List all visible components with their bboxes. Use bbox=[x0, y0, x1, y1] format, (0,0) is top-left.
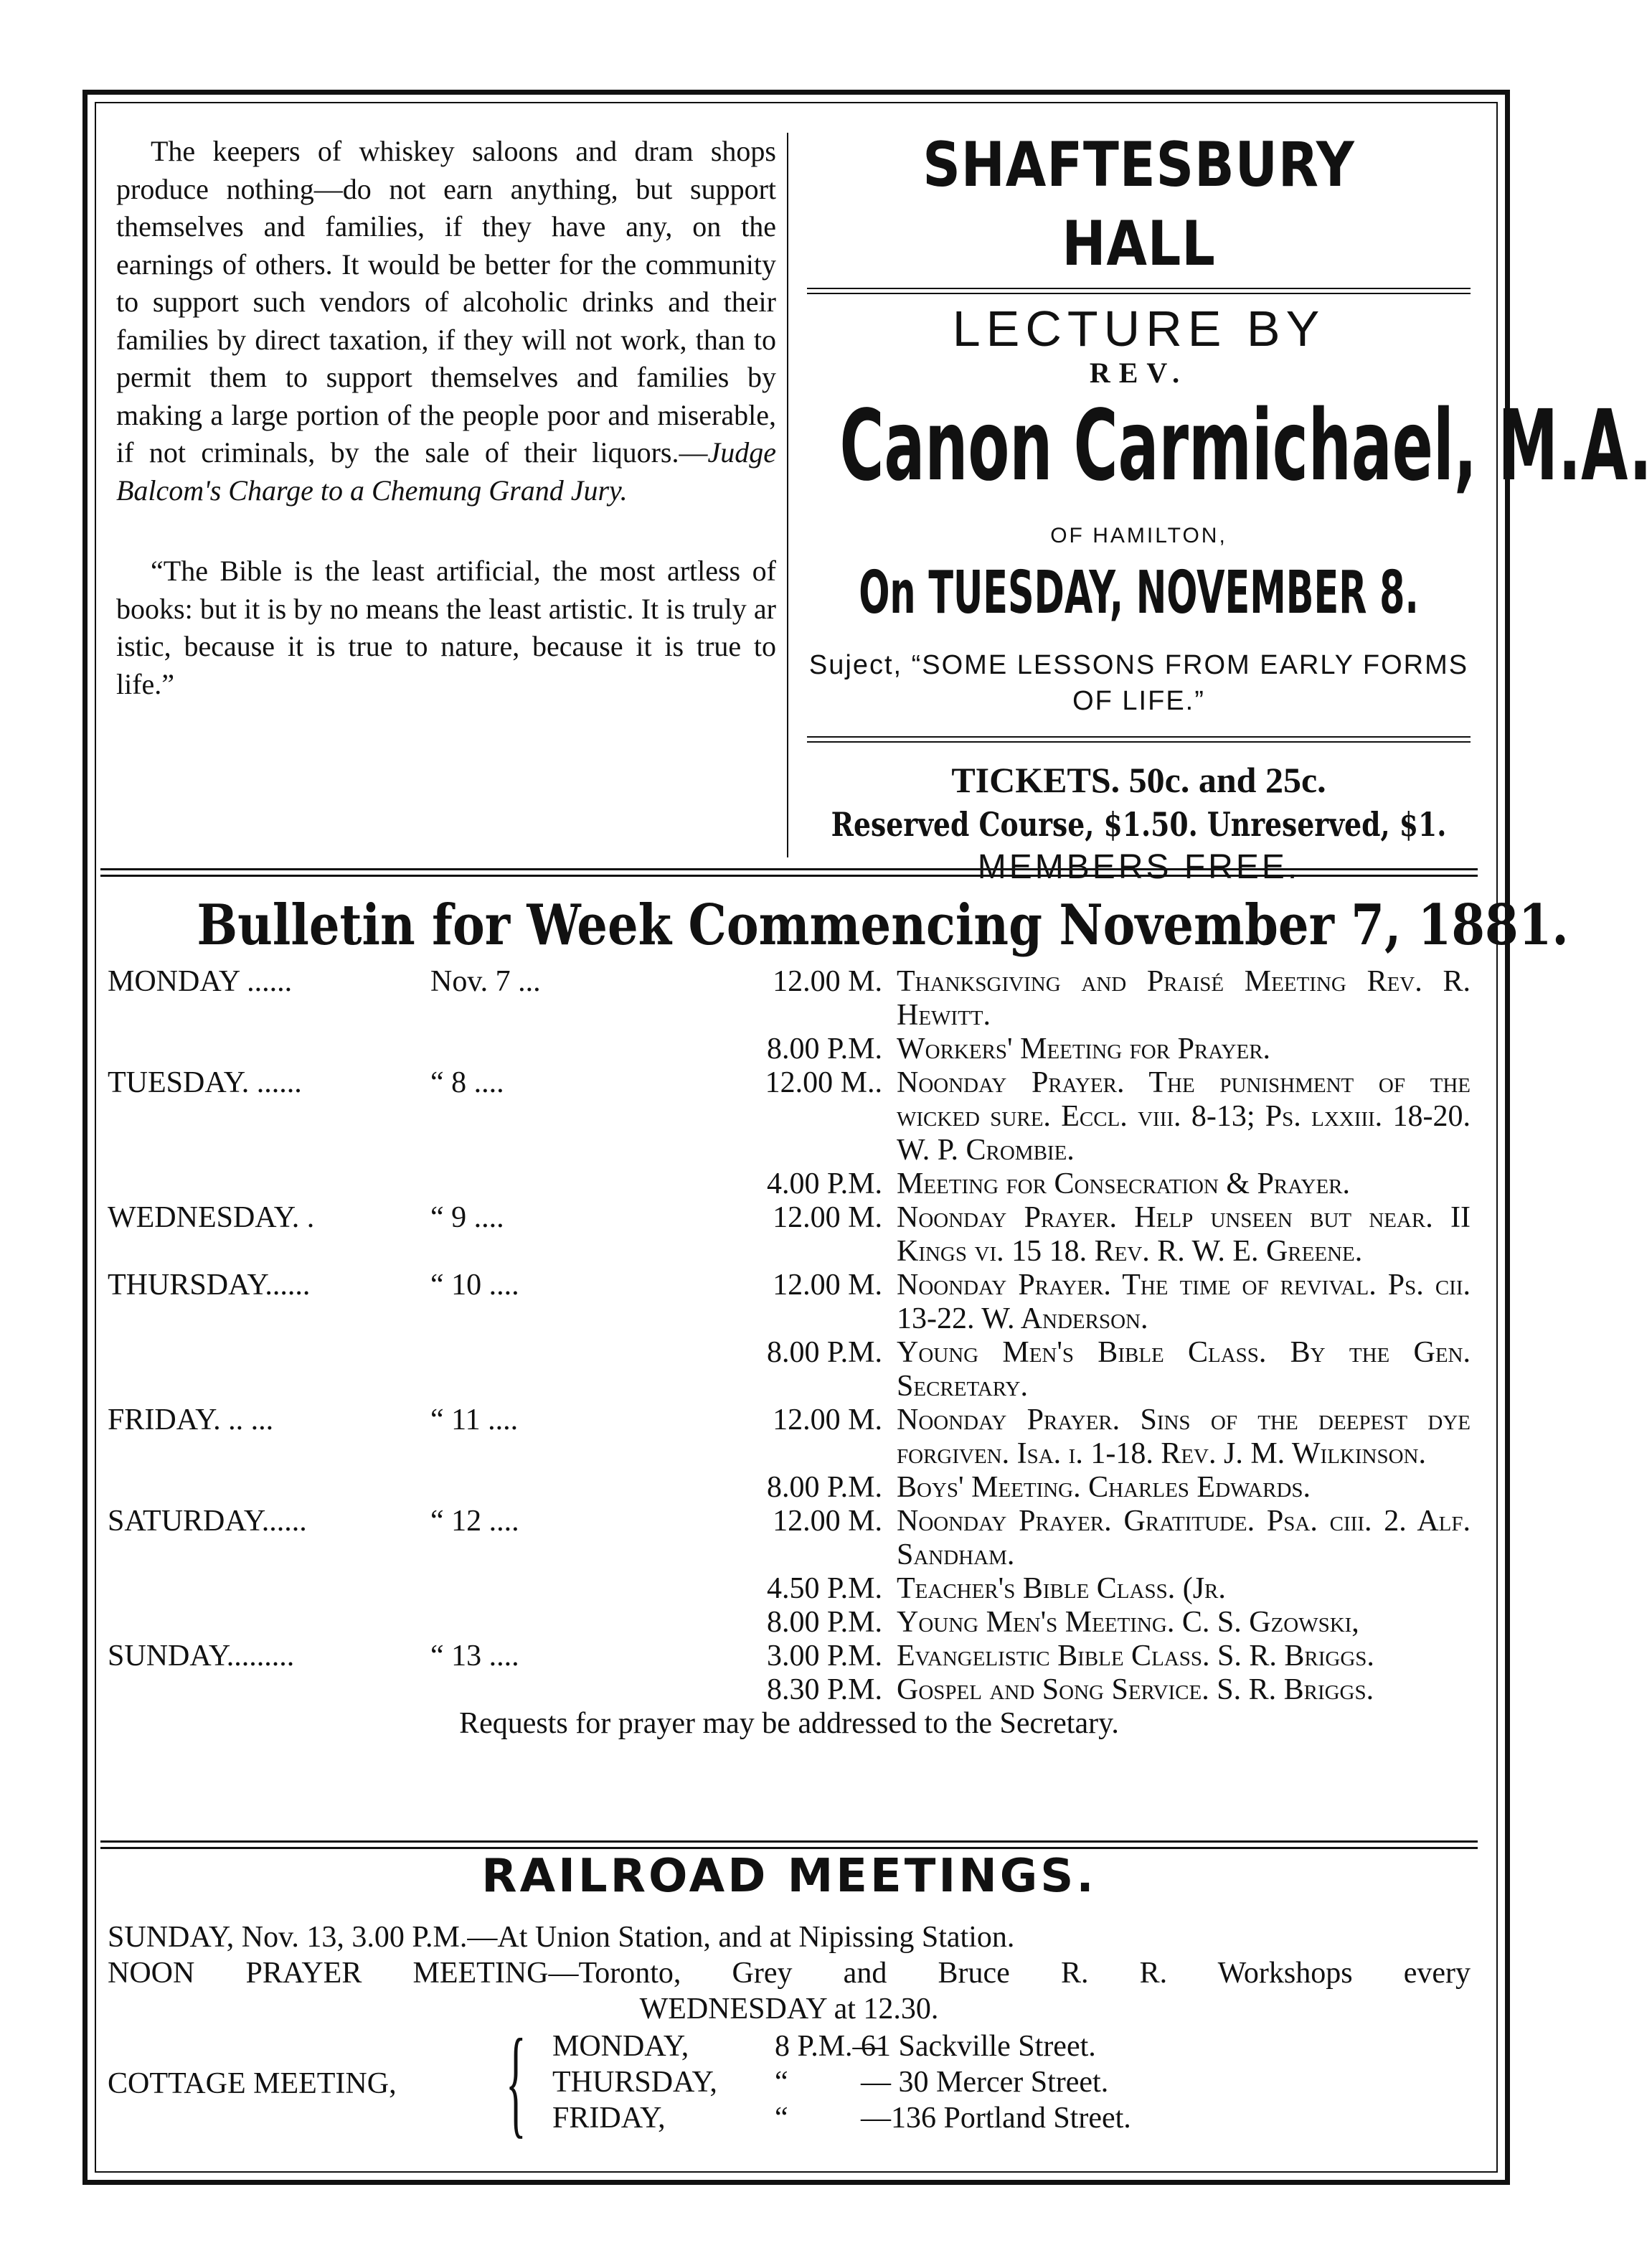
divider bbox=[807, 288, 1471, 294]
members-free: MEMBERS FREE. bbox=[977, 848, 1301, 886]
lecturer-name: Canon Carmichael, M.A. bbox=[839, 390, 1652, 503]
day: TUESDAY. ...... bbox=[108, 1066, 302, 1099]
lecture-subject: Suject, “SOME LESSONS FROM EARLY FORMS OF LIFE.” bbox=[808, 650, 1469, 716]
schedule-row bbox=[108, 1403, 1471, 1471]
schedule-row bbox=[108, 1269, 1471, 1336]
quote-bible: “The Bible is the least artificial, the most artless of books: but it is by no means the least artistic. It is truly ar istic, because it is true to nature, because it is true to life.” bbox=[116, 555, 776, 700]
time: 3.00 P.M. bbox=[766, 1640, 882, 1673]
hall-title: SHAFTESBURY HALL bbox=[922, 129, 1355, 280]
prayer-requests-note: Requests for prayer may be addressed to the Secretary. bbox=[459, 1707, 1119, 1740]
schedule-row bbox=[108, 1471, 1471, 1505]
section-divider bbox=[100, 868, 1478, 877]
schedule-row bbox=[108, 1167, 1471, 1201]
noon-prayer-day: WEDNESDAY at 12.30. bbox=[639, 1993, 939, 2026]
lecture-date: On TUESDAY, NOVEMBER 8. bbox=[859, 559, 1419, 627]
schedule-row bbox=[108, 1606, 1471, 1640]
day: WEDNESDAY. . bbox=[108, 1201, 315, 1234]
date: “ 10 .... bbox=[430, 1269, 519, 1302]
quotes-column bbox=[116, 133, 776, 703]
time: 8.00 P.M. bbox=[766, 1336, 882, 1369]
railroad-title: RAILROAD MEETINGS. bbox=[481, 1850, 1097, 1903]
time: 8.00 P.M. bbox=[766, 1606, 882, 1639]
schedule-row bbox=[108, 1066, 1471, 1167]
time: 12.00 M. bbox=[773, 1403, 882, 1436]
time: 12.00 M. bbox=[773, 965, 882, 998]
event: Teacher's Bible Class. (Jr. bbox=[897, 1572, 1226, 1605]
lecture-advert bbox=[800, 126, 1652, 889]
day: SATURDAY...... bbox=[108, 1505, 307, 1538]
schedule-row bbox=[108, 1673, 1471, 1707]
time: 4.50 P.M. bbox=[766, 1572, 882, 1605]
event: Workers' Meeting for Prayer. bbox=[897, 1033, 1271, 1066]
time: 8.30 P.M. bbox=[766, 1673, 882, 1706]
date: “ 8 .... bbox=[430, 1066, 504, 1099]
schedule-row bbox=[108, 1336, 1471, 1403]
event: Noonday Prayer. The punishment of the wicked sure. Eccl. viii. 8-13; Ps. lxxiii. 18-20. W. P. Crombie. bbox=[897, 1066, 1471, 1167]
schedule-row bbox=[108, 1640, 1471, 1673]
schedule-row bbox=[108, 965, 1471, 1033]
event: Young Men's Meeting. C. S. Gzowski, bbox=[897, 1606, 1359, 1639]
event: Noonday Prayer. The time of revival. Ps. cii. 13-22. W. Anderson. bbox=[897, 1269, 1471, 1335]
event: Meeting for Consecration & Prayer. bbox=[897, 1167, 1351, 1200]
sunday-meeting: SUNDAY, Nov. 13, 3.00 P.M.—At Union Station, and at Nipissing Station. bbox=[108, 1921, 1015, 1954]
event: Thanksgiving and Praisé Meeting Rev. R. Hewitt. bbox=[897, 965, 1471, 1032]
time: 12.00 M. bbox=[773, 1201, 882, 1234]
railroad-meetings bbox=[108, 1919, 1471, 2149]
event: Noonday Prayer. Gratitude. Psa. ciii. 2. Alf. Sandham. bbox=[897, 1505, 1471, 1571]
schedule-row bbox=[108, 1201, 1471, 1269]
lecturer-origin: OF HAMILTON, bbox=[1050, 524, 1227, 547]
schedule-row bbox=[108, 1505, 1471, 1572]
date: “ 13 .... bbox=[430, 1640, 519, 1673]
date: Nov. 7 ... bbox=[430, 965, 541, 998]
quote-attribution: Judge Balcom's Charge to a Chemung Grand Jury. bbox=[116, 436, 776, 507]
time: 12.00 M. bbox=[773, 1269, 882, 1302]
top-section bbox=[100, 118, 1652, 886]
lecture-by: LECTURE BY bbox=[952, 301, 1326, 357]
date: “ 11 .... bbox=[430, 1403, 519, 1436]
ticket-prices: TICKETS. 50c. and 25c. bbox=[951, 760, 1326, 800]
event: Boys' Meeting. Charles Edwards. bbox=[897, 1471, 1311, 1504]
time: 8.00 P.M. bbox=[766, 1033, 882, 1066]
rev-label: REV. bbox=[1089, 357, 1189, 389]
day: MONDAY ...... bbox=[108, 965, 293, 998]
event: Evangelistic Bible Class. S. R. Briggs. bbox=[897, 1640, 1374, 1673]
day: SUNDAY......... bbox=[108, 1640, 295, 1673]
divider bbox=[807, 736, 1471, 743]
cottage-meetings: COTTAGE MEETING, { MONDAY, 8 P.M.— 61 Sackville Street. THURSDAY, “ — 30 Mercer Street. FRIDAY, “ —136 Portland Street. bbox=[108, 2014, 1131, 2149]
event: Gospel and Song Service. S. R. Briggs. bbox=[897, 1673, 1374, 1706]
time: 12.00 M.. bbox=[765, 1066, 882, 1099]
schedule-row bbox=[108, 1033, 1471, 1066]
day: THURSDAY...... bbox=[108, 1269, 311, 1302]
date: “ 9 .... bbox=[430, 1201, 504, 1234]
reserved-prices: Reserved Course, $1.50. Unreserved, $1. bbox=[831, 805, 1447, 844]
date: “ 12 .... bbox=[430, 1505, 519, 1538]
quote-balcom: The keepers of whiskey saloons and dram shops produce nothing—do not earn anything, but support themselves and families, if they have any, on the earnings of others. It would be better for the community to support such vendors of alcoholic drinks and their families by direct taxation, if they will not work, than to permit them to support themselves and families by making a large portion of the people poor and miserable, if not criminals, by the sale of their liquors.—Judge Balcom's Charge to a Chemung Grand Jury. bbox=[116, 135, 776, 507]
event: Young Men's Bible Class. By the Gen. Secretary. bbox=[897, 1336, 1471, 1403]
bulletin-schedule bbox=[108, 965, 1471, 1741]
column-divider bbox=[787, 133, 788, 857]
cottage-label: COTTAGE MEETING, bbox=[108, 2067, 397, 2100]
day: FRIDAY. .. ... bbox=[108, 1403, 274, 1436]
time: 8.00 P.M. bbox=[766, 1471, 882, 1504]
event: Noonday Prayer. Sins of the deepest dye forgiven. Isa. i. 1-18. Rev. J. M. Wilkinson. bbox=[897, 1403, 1471, 1470]
event: Noonday Prayer. Help unseen but near. II Kings vi. 15 18. Rev. R. W. E. Greene. bbox=[897, 1201, 1471, 1268]
time: 4.00 P.M. bbox=[766, 1167, 882, 1200]
brace: { bbox=[506, 2014, 527, 2149]
bulletin-title: Bulletin for Week Commencing November 7, 1881. bbox=[197, 893, 1569, 958]
schedule-row bbox=[108, 1572, 1471, 1606]
noon-prayer-meeting: NOON PRAYER MEETING—Toronto, Grey and Bruce R. R. Workshops every bbox=[108, 1957, 1471, 1990]
time: 12.00 M. bbox=[773, 1505, 882, 1538]
